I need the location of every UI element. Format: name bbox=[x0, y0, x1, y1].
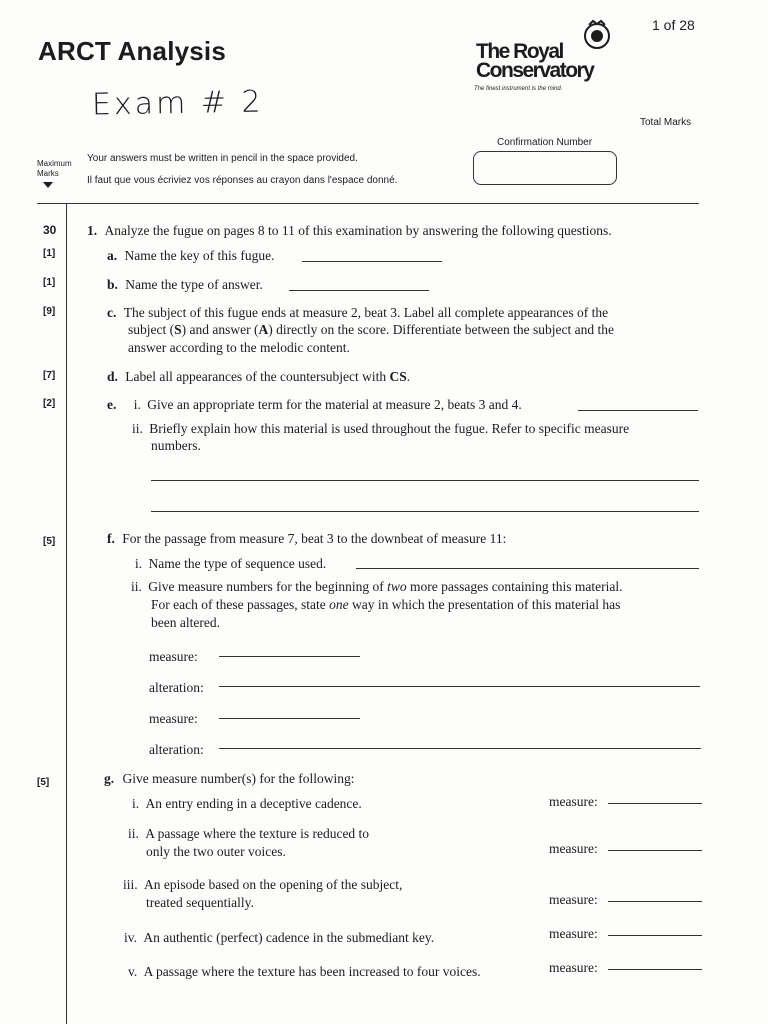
question-f-ii-number: ii. bbox=[131, 579, 142, 594]
question-d bbox=[107, 368, 410, 385]
question-d-text-post: . bbox=[406, 369, 411, 384]
measure-label-g-v: measure: bbox=[549, 960, 598, 975]
question-b bbox=[107, 276, 263, 293]
marks-column-divider bbox=[66, 203, 67, 1024]
answer-line-g-iv[interactable] bbox=[608, 935, 702, 936]
question-f-ii-line-2 bbox=[151, 596, 620, 613]
question-a-letter: a. bbox=[107, 248, 118, 263]
question-e-ii-number: ii. bbox=[132, 421, 143, 436]
measure-label-g-ii: measure: bbox=[549, 841, 598, 856]
question-f-ii bbox=[131, 578, 623, 595]
answer-line-a[interactable] bbox=[302, 261, 442, 262]
answer-line-b[interactable] bbox=[289, 290, 429, 291]
question-e-i-text: Give an appropriate term for the material at measure 2, beats 3 and 4. bbox=[147, 397, 522, 412]
answer-line-g-v[interactable] bbox=[608, 969, 702, 970]
question-c-line-3: answer according to the melodic content. bbox=[128, 340, 350, 355]
question-f-ii-line-2-post: way in which the presentation of this material has bbox=[348, 597, 621, 612]
question-f-ii-line-2-pre: For each of these passages, state bbox=[151, 597, 330, 612]
question-a bbox=[107, 247, 274, 264]
alteration-label-1: alteration: bbox=[149, 680, 204, 695]
question-f-letter: f. bbox=[107, 531, 115, 546]
confirmation-number-label: Confirmation Number bbox=[497, 137, 593, 148]
question-g-iii-number: iii. bbox=[123, 877, 138, 892]
question-g-i bbox=[132, 795, 362, 812]
question-e-ii-line-1: Briefly explain how this material is used throughout the fugue. Refer to specific measure bbox=[149, 421, 630, 436]
handwritten-exam-note: Exam # 2 bbox=[91, 84, 264, 123]
question-e-ii bbox=[132, 420, 629, 437]
question-g-iii-line-2: treated sequentially. bbox=[146, 895, 254, 910]
question-f-i bbox=[135, 555, 326, 572]
question-f-i-number: i. bbox=[135, 556, 143, 571]
question-e-i-number: i. bbox=[133, 397, 141, 412]
question-g-v-number: v. bbox=[128, 964, 138, 979]
measure-label-2: measure: bbox=[149, 711, 198, 726]
question-g-i-text: An entry ending in a deceptive cadence. bbox=[145, 796, 362, 811]
answer-line-alteration-1[interactable] bbox=[219, 686, 700, 687]
logo-line-1: The Royal bbox=[476, 40, 563, 63]
measure-label-g-i: measure: bbox=[549, 794, 598, 809]
countersubject-abbrev: CS bbox=[389, 369, 407, 384]
question-f-ii-line-3: been altered. bbox=[151, 615, 220, 630]
answer-line-measure-1[interactable] bbox=[219, 656, 360, 657]
page-number: 1 of 28 bbox=[652, 17, 695, 33]
question-g-ii-line-1: A passage where the texture is reduced to bbox=[145, 826, 370, 841]
question-d-text-pre: Label all appearances of the countersubject with bbox=[125, 369, 390, 384]
marks-b: [1] bbox=[43, 277, 56, 288]
measure-label-g-iii: measure: bbox=[549, 892, 598, 907]
marks-c: [9] bbox=[43, 306, 56, 317]
question-c-letter: c. bbox=[107, 305, 117, 320]
question-1-number: 1. bbox=[87, 223, 98, 238]
question-g-v-text: A passage where the texture has been increased to four voices. bbox=[143, 964, 481, 979]
rcm-logo bbox=[470, 16, 620, 98]
question-g-ii bbox=[128, 825, 369, 842]
question-g-letter: g. bbox=[104, 771, 115, 786]
logo-tagline: The finest instrument is the mind. bbox=[474, 86, 563, 92]
maximum-marks-label-1: Maximum bbox=[37, 159, 72, 168]
question-a-text: Name the key of this fugue. bbox=[124, 248, 275, 263]
answer-line-e-ii-1[interactable] bbox=[151, 480, 699, 481]
instruction-english: Your answers must be written in pencil in the space provided. bbox=[87, 153, 358, 164]
question-g-iv bbox=[124, 929, 434, 946]
down-arrow-icon bbox=[43, 182, 53, 188]
answer-line-g-ii[interactable] bbox=[608, 850, 702, 851]
question-g-text: Give measure number(s) for the following: bbox=[122, 771, 355, 786]
question-g-iii bbox=[123, 876, 402, 893]
question-d-letter: d. bbox=[107, 369, 118, 384]
maximum-marks-label-2: Marks bbox=[37, 169, 59, 178]
subject-abbrev: S bbox=[174, 322, 182, 337]
marks-e: [2] bbox=[43, 398, 56, 409]
question-f-ii-line-1-post: more passages containing this material. bbox=[406, 579, 623, 594]
question-e-letter: e. bbox=[107, 397, 117, 412]
question-f-i-text: Name the type of sequence used. bbox=[148, 556, 327, 571]
crest-icon bbox=[580, 18, 614, 52]
question-f-ii-line-1-em: two bbox=[387, 579, 407, 594]
total-marks-label: Total Marks bbox=[640, 117, 692, 128]
header-divider bbox=[37, 203, 699, 204]
question-b-text: Name the type of answer. bbox=[125, 277, 263, 292]
question-f-ii-line-1-pre: Give measure numbers for the beginning of bbox=[148, 579, 388, 594]
answer-line-g-i[interactable] bbox=[608, 803, 702, 804]
question-c bbox=[107, 304, 608, 321]
question-g-iv-text: An authentic (perfect) cadence in the submediant key. bbox=[143, 930, 435, 945]
question-e bbox=[107, 396, 522, 413]
question-e-ii-line-2: numbers. bbox=[151, 438, 201, 453]
question-f-text: For the passage from measure 7, beat 3 to the downbeat of measure 11: bbox=[122, 531, 507, 546]
maximum-marks-label bbox=[37, 159, 72, 188]
question-g-ii-line-2: only the two outer voices. bbox=[146, 844, 286, 859]
answer-line-e-i[interactable] bbox=[578, 410, 698, 411]
question-c-line-2-pre: subject ( bbox=[128, 322, 175, 337]
question-f-ii-line-2-em: one bbox=[329, 597, 349, 612]
question-1-stem bbox=[87, 222, 612, 239]
question-1-text: Analyze the fugue on pages 8 to 11 of this examination by answering the following questions. bbox=[104, 223, 612, 238]
marks-f: [5] bbox=[43, 536, 56, 547]
q1-total-marks: 30 bbox=[43, 223, 57, 237]
measure-label-1: measure: bbox=[149, 649, 198, 664]
question-g-iii-line-1: An episode based on the opening of the subject, bbox=[144, 877, 403, 892]
confirmation-number-field[interactable] bbox=[473, 151, 617, 185]
question-c-line-1: The subject of this fugue ends at measure 2, beat 3. Label all complete appearances of the bbox=[123, 305, 609, 320]
answer-abbrev: A bbox=[258, 322, 269, 337]
answer-line-e-ii-2[interactable] bbox=[151, 511, 699, 512]
question-c-line-2-post: ) directly on the score. Differentiate between the subject and the bbox=[268, 322, 614, 337]
alteration-label-2: alteration: bbox=[149, 742, 204, 757]
question-g-i-number: i. bbox=[132, 796, 140, 811]
answer-line-alteration-2[interactable] bbox=[219, 748, 701, 749]
question-f bbox=[107, 530, 506, 547]
marks-d: [7] bbox=[43, 370, 56, 381]
answer-line-f-i[interactable] bbox=[356, 568, 699, 569]
question-c-line-2-mid: ) and answer ( bbox=[181, 322, 259, 337]
answer-line-g-iii[interactable] bbox=[608, 901, 702, 902]
question-c-line-2 bbox=[128, 321, 614, 338]
question-b-letter: b. bbox=[107, 277, 118, 292]
question-g-iv-number: iv. bbox=[124, 930, 137, 945]
page-title: ARCT Analysis bbox=[38, 36, 227, 66]
answer-line-measure-2[interactable] bbox=[219, 718, 360, 719]
logo-line-2: Conservatory bbox=[476, 59, 594, 82]
question-g-ii-number: ii. bbox=[128, 826, 139, 841]
marks-a: [1] bbox=[43, 248, 56, 259]
measure-label-g-iv: measure: bbox=[549, 926, 598, 941]
marks-g: [5] bbox=[37, 777, 50, 788]
question-g-v bbox=[128, 963, 481, 980]
question-g bbox=[104, 770, 355, 787]
instruction-french: Il faut que vous écriviez vos réponses au crayon dans l'espace donné. bbox=[87, 175, 398, 186]
